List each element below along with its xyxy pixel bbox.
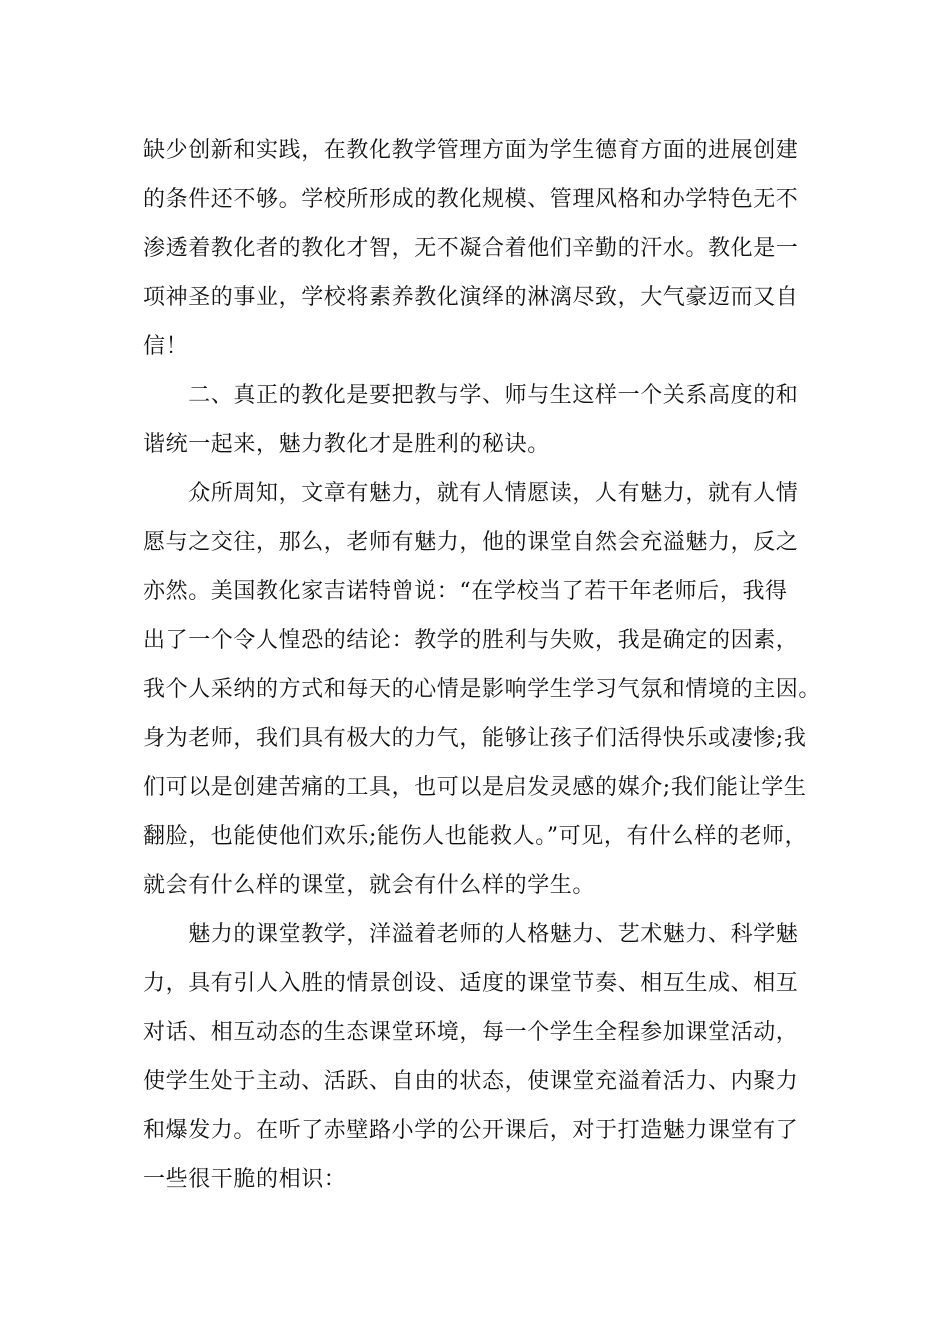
text-line: 众所周知，文章有魅力，就有人情愿读，人有魅力，就有人情 (143, 481, 799, 506)
text-line: 们可以是创建苦痛的工具，也可以是启发灵感的媒介;我们能让学生 (143, 775, 807, 800)
section-heading: 二、真正的教化是要把教与学、师与生这样一个关系高度的和 (143, 383, 799, 408)
text-line: 身为老师，我们具有极大的力气，能够让孩子们活得快乐或凄惨;我 (143, 726, 807, 751)
text-line: 的条件还不够。学校所形成的教化规模、管理风格和办学特色无不 (143, 187, 799, 212)
text-line: 项神圣的事业，学校将素养教化演绎的淋漓尽致，大气豪迈而又自 (143, 285, 799, 310)
text-line: 渗透着教化者的教化才智，无不凝合着他们辛勤的汗水。教化是一 (143, 236, 799, 261)
text-line: 和爆发力。在听了赤壁路小学的公开课后，对于打造魅力课堂有了 (143, 1118, 799, 1143)
text-line: 缺少创新和实践，在教化教学管理方面为学生德育方面的进展创建 (143, 138, 799, 163)
text-line: 信！ (143, 334, 189, 359)
text-line: 翻脸，也能使他们欢乐;能伤人也能救人。”可见，有什么样的老师， (143, 824, 808, 849)
text-line: 使学生处于主动、活跃、自由的状态，使课堂充溢着活力、内聚力 (143, 1069, 799, 1094)
text-line: 力，具有引人入胜的情景创设、适度的课堂节奏、相互生成、相互 (143, 971, 799, 996)
text-line: 魅力的课堂教学，洋溢着老师的人格魅力、艺术魅力、科学魅 (143, 922, 799, 947)
section-heading: 谐统一起来，魅力教化才是胜利的秘诀。 (143, 432, 550, 457)
text-line: 对话、相互动态的生态课堂环境，每一个学生全程参加课堂活动， (143, 1020, 799, 1045)
text-line: 就会有什么样的课堂，就会有什么样的学生。 (143, 873, 596, 898)
text-line: 我个人采纳的方式和每天的心情是影响学生学习气氛和情境的主因。 (143, 677, 822, 702)
text-line: 愿与之交往，那么，老师有魅力，他的课堂自然会充溢魅力，反之 (143, 530, 799, 555)
body-text (143, 126, 823, 1204)
text-line: 一些很干脆的相识： (143, 1167, 347, 1192)
text-line: 出了一个令人惶恐的结论：教学的胜利与失败，我是确定的因素， (143, 628, 799, 653)
text-line: 亦然。美国教化家吉诺特曾说：“在学校当了若干年老师后，我得 (143, 579, 788, 604)
